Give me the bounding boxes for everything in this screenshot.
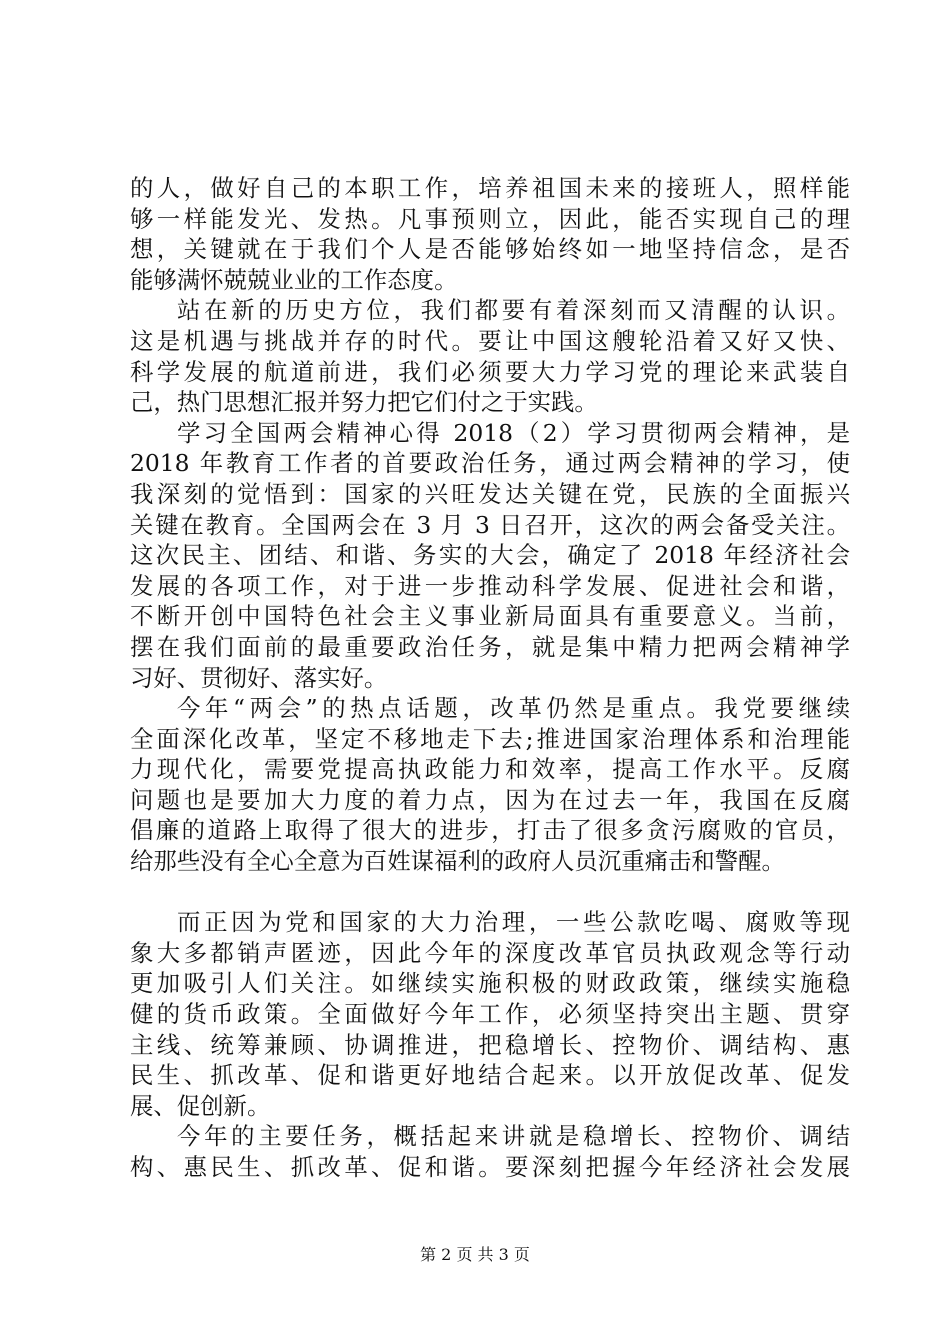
text-line: 我深刻的觉悟到：国家的兴旺发达关键在党，民族的全面振兴 [130, 479, 850, 508]
text-line: 科学发展的航道前进，我们必须要大力学习党的理论来武装自 [130, 357, 850, 386]
text-line: 倡廉的道路上取得了很大的进步，打击了很多贪污腐败的官员， [130, 816, 850, 845]
paragraph [130, 173, 850, 295]
text-line: 的人，做好自己的本职工作，培养祖国未来的接班人，照样能 [130, 174, 850, 202]
text-line: 习好、贯彻好、落实好。 [130, 663, 388, 692]
text-line: 己，热门思想汇报并努力把它们付之于实践。 [130, 388, 598, 417]
text-line: 构、惠民生、抓改革、促和谐。要深刻把握今年经济社会发展 [130, 1153, 850, 1181]
text-line: 摆在我们面前的最重要政治任务，就是集中精力把两会精神学 [130, 632, 850, 661]
text-line: 健的货币政策。全面做好今年工作，必须坚持突出主题、贯穿 [130, 1000, 850, 1029]
paragraph [130, 907, 850, 1121]
text-line: 象大多都销声匿迹，因此今年的深度改革官员执政观念等行动 [130, 938, 850, 967]
text-line: 关键在教育。全国两会在 3 月 3 日召开，这次的两会备受关注。 [130, 510, 850, 539]
text-line: 今年“两会”的热点话题，改革仍然是重点。我党要继续 [177, 694, 850, 723]
text-line: 民生、抓改革、促和谐更好地结合起来。以开放促改革、促发 [130, 1061, 850, 1090]
text-line: 想，关键就在于我们个人是否能够始终如一地坚持信念，是否 [130, 235, 850, 264]
text-line: 今年的主要任务，概括起来讲就是稳增长、控物价、调结 [177, 1122, 850, 1151]
text-line: 问题也是要加大力度的着力点，因为在过去一年，我国在反腐 [130, 785, 850, 814]
text-line: 给那些没有全心全意为百姓谋福利的政府人员沉重痛击和警醒。 [130, 847, 785, 876]
text-line: 学习全国两会精神心得 2018（2）学习贯彻两会精神，是 [177, 418, 850, 447]
paragraph-gap [130, 877, 850, 908]
text-line: 全面深化改革，坚定不移地走下去;推进国家治理体系和治理能 [130, 724, 850, 753]
text-line: 这次民主、团结、和谐、务实的大会，确定了 2018 年经济社会 [130, 541, 850, 570]
paragraph [130, 693, 850, 877]
text-line: 够一样能发光、发热。凡事预则立，因此，能否实现自己的理 [130, 204, 850, 233]
text-line: 力现代化，需要党提高执政能力和效率，提高工作水平。反腐 [130, 755, 850, 784]
document-body [130, 173, 850, 1183]
text-line: 发展的各项工作，对于进一步推动科学发展、促进社会和谐， [130, 571, 850, 600]
page-footer: 第 2 页 共 3 页 [420, 1245, 530, 1264]
text-line: 更加吸引人们关注。如继续实施积极的财政政策，继续实施稳 [130, 969, 850, 998]
paragraph [130, 1121, 850, 1182]
text-line: 主线、统筹兼顾、协调推进，把稳增长、控物价、调结构、惠 [130, 1030, 850, 1059]
text-line: 而正因为党和国家的大力治理，一些公款吃喝、腐败等现 [177, 908, 850, 937]
paragraph [130, 418, 850, 693]
paragraph [130, 295, 850, 417]
text-line: 2018 年教育工作者的首要政治任务，通过两会精神的学习，使 [130, 449, 850, 478]
text-line: 站在新的历史方位，我们都要有着深刻而又清醒的认识。 [177, 296, 850, 325]
text-line: 能够满怀兢兢业业的工作态度。 [130, 265, 458, 294]
text-line: 展、促创新。 [130, 1091, 271, 1120]
text-line: 这是机遇与挑战并存的时代。要让中国这艘轮沿着又好又快、 [130, 326, 850, 355]
text-line: 不断开创中国特色社会主义事业新局面具有重要意义。当前， [130, 602, 850, 631]
